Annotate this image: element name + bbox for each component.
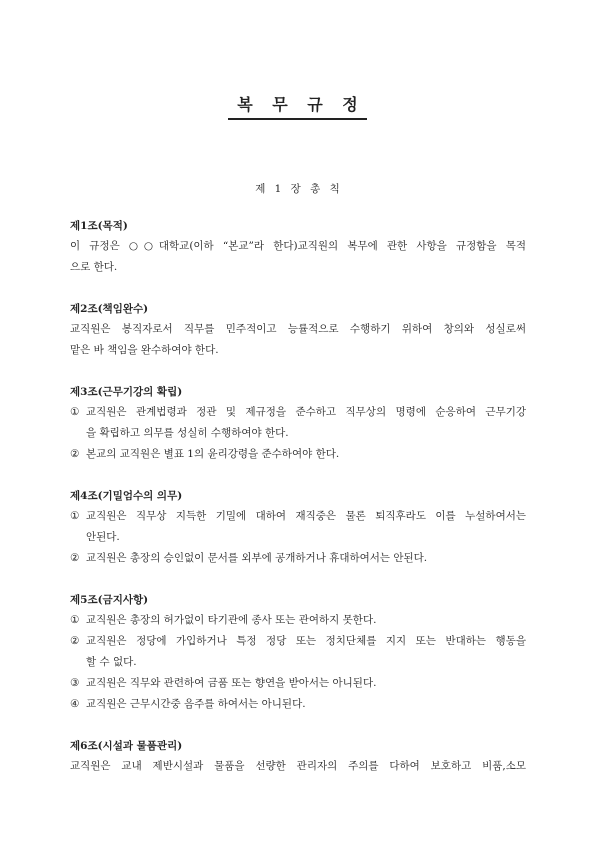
article-text-line: 으로 한다. — [70, 261, 118, 273]
clause-text — [86, 402, 526, 444]
document-title-text: 복 무 규 정 — [228, 92, 367, 120]
article-5 — [70, 590, 526, 715]
clause-text-line: 교직원은 직무상 지득한 기밀에 대하여 재직중은 물론 퇴직후라도 이를 누설하여서는 — [86, 510, 526, 522]
chapter-heading: 제 1 장 총 칙 — [255, 183, 340, 195]
document-title — [0, 92, 595, 120]
article-clause — [70, 506, 526, 548]
article-clause — [70, 610, 526, 631]
article-heading: 제1조(목적) — [70, 220, 128, 232]
article-heading: 제6조(시설과 물품관리) — [70, 740, 183, 752]
article-text-line: 맡은 바 책임을 완수하여야 한다. — [70, 344, 219, 356]
clause-text-line: 교직원은 근무시간중 음주를 하여서는 아니된다. — [86, 698, 306, 710]
article-clause — [70, 694, 526, 715]
article-heading: 제3조(근무기강의 확립) — [70, 386, 183, 398]
clause-text — [86, 694, 526, 715]
clause-text-line: 할 수 없다. — [86, 656, 137, 668]
article-text-line: 이 규정은 ○○대학교(이하 “본교”라 한다)교직원의 복무에 관한 사항을 규정함을 목적 — [70, 240, 526, 252]
article-clause — [70, 402, 526, 444]
clause-text — [86, 548, 526, 569]
clause-text-line: 교직원은 직무와 관련하여 금품 또는 향연을 받아서는 아니된다. — [86, 677, 377, 689]
article-clause — [70, 444, 526, 465]
clause-text — [86, 673, 526, 694]
article-clause — [70, 548, 526, 569]
clause-text-line: 교직원은 정당에 가입하거나 특정 정당 또는 정치단체를 지지 또는 반대하는 행동을 — [86, 635, 526, 647]
clause-number: ④ — [70, 698, 80, 710]
clause-text-line: 교직원은 총장의 승인없이 문서를 외부에 공개하거나 휴대하여서는 안된다. — [86, 552, 428, 564]
clause-text-line: 본교의 교직원은 별표 1의 윤리강령을 준수하여야 한다. — [86, 448, 340, 460]
clause-text — [86, 610, 526, 631]
article-clause — [70, 673, 526, 694]
clause-number: ② — [70, 552, 80, 564]
clause-number: ① — [70, 406, 80, 418]
article-3 — [70, 382, 526, 465]
article-text-line: 교직원은 교내 제반시설과 물품을 선량한 관리자의 주의를 다하여 보호하고 비품,소모 — [70, 760, 526, 772]
clause-number: ② — [70, 635, 80, 647]
clause-number: ① — [70, 510, 80, 522]
clause-text-line: 교직원은 총장의 허가없이 타기관에 종사 또는 관여하지 못한다. — [86, 614, 377, 626]
clause-number: ① — [70, 614, 80, 626]
clause-number: ③ — [70, 677, 80, 689]
article-2 — [70, 299, 526, 361]
article-clause — [70, 631, 526, 673]
article-6 — [70, 736, 526, 777]
clause-text-line: 안된다. — [86, 531, 120, 543]
article-4 — [70, 486, 526, 569]
clause-text-line: 을 확립하고 의무를 성실히 수행하여야 한다. — [86, 427, 289, 439]
article-1 — [70, 216, 526, 278]
article-text-line: 교직원은 봉직자로서 직무를 민주적이고 능률적으로 수행하기 위하여 창의와 성실로써 — [70, 323, 526, 335]
clause-text — [86, 444, 526, 465]
clause-text-line: 교직원은 관계법령과 정관 및 제규정을 준수하고 직무상의 명령에 순응하여 근무기강 — [86, 406, 526, 418]
document-body — [70, 216, 526, 798]
clause-text — [86, 506, 526, 548]
clause-text — [86, 631, 526, 673]
clause-number: ② — [70, 448, 80, 460]
article-heading: 제5조(금지사항) — [70, 594, 149, 606]
article-heading: 제4조(기밀엄수의 의무) — [70, 490, 183, 502]
article-heading: 제2조(책임완수) — [70, 303, 149, 315]
